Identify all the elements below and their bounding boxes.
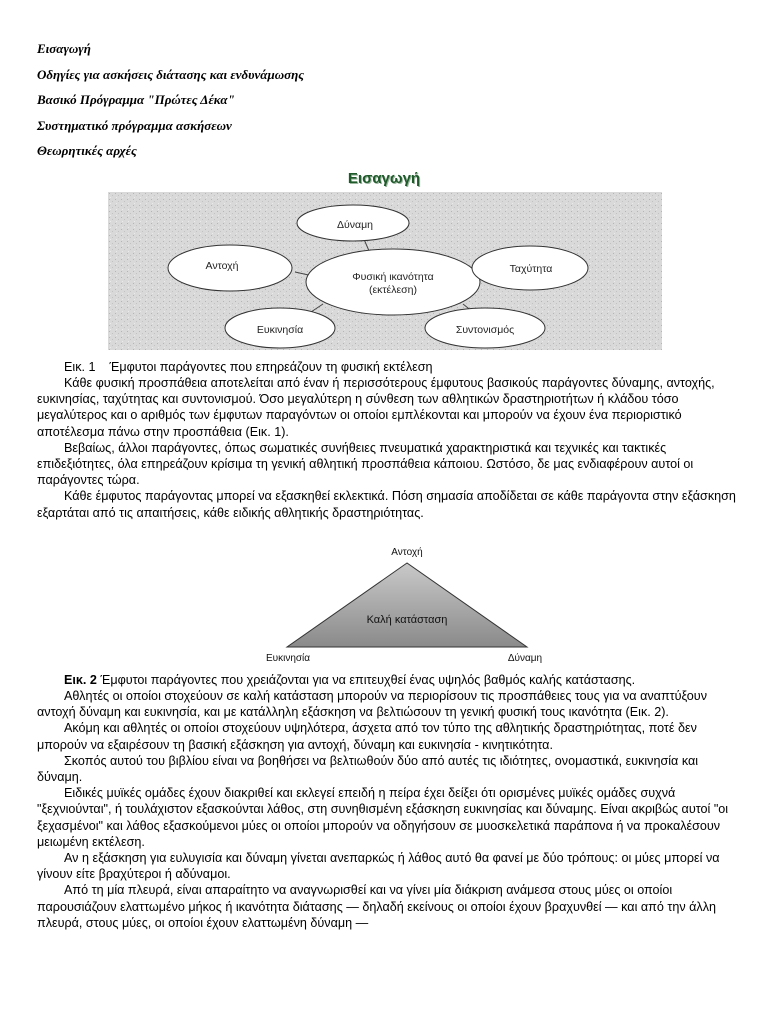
paragraph: Κάθε έμφυτος παράγοντας μπορεί να εξασκηθεί εκλεκτικά. Πόση σημασία αποδίδεται σε κάθε παράγοντα στην εξάσκηση εξαρτάται από τις απαιτήσεις, κάθε ειδικής αθλητικής δραστηριότητας. [37,489,736,520]
triangle-bottom-left-label: Ευκινησία [265,653,311,664]
paragraph: Αθλητές οι οποίοι στοχεύουν σε καλή κατάσταση μπορούν να περιορίσουν τις προσπάθειες τους για να αναπτύξουν αντοχή δύναμη και ευκινησία, και με κατάλληλη εξάσκηση να βελτιώσουν τη γενική φυσική τους ικανότητα (Εικ. 2). [37,689,707,720]
table-of-contents [37,40,304,168]
paragraph: Αν η εξάσκηση για ευλυγισία και δύναμη γίνεται ανεπαρκώς ή λάθος αυτό θα φανεί με δύο τρόπους: οι μύες μπορεί να γίνουν είτε βραχύτεροι ή αδύναμοι. [37,851,720,882]
toc-item-basic-program[interactable]: Βασικό Πρόγραμμα "Πρώτες Δέκα" [37,92,235,108]
paragraph: Βεβαίως, άλλοι παράγοντες, όπως σωματικές συνήθειες πνευματικά χαρακτηριστικά και τεχνικές και τακτικές επιδεξιότητες, όλα επηρεάζουν κρίσιμα τη γενική αθλητική προσπάθεια κάποιου. Ωστόσο, δε μας ενδιαφέρουν αυτοί οι παράγοντες τώρα. [37,440,694,488]
figure-2-diagram [265,545,543,664]
toc-item-introduction[interactable]: Εισαγωγή [37,41,91,56]
center-label-line2: (εκτέλεση) [368,284,418,296]
triangle-top-label: Αντοχή [391,547,423,558]
paragraph: Ειδικές μυϊκές ομάδες έχουν διακριθεί και εκλεγεί επειδή η πείρα έχει δείξει ότι ορισμένες μυϊκές ομάδες συχνά "ξεχνιούνται", ή τουλάχιστον εξασκούνται λάθος, στη συνηθισμένη εξάσκηση ευκινησίας και δύναμης. Είναι ακριβώς αυτοί "οι ξεχασμένοι" και λάθος εξασκούμενοι μύες οι οποίοι μπορούν να οδηγήσουν σε μυοσκελετικά παράπονα ή να προκαλέσουν μειωμένη εκτέλεση. [37,786,729,849]
toc-item-theoretical-principles[interactable]: Θεωρητικές αρχές [37,143,137,159]
figure-1-caption-text: Έμφυτοι παράγοντες που επηρεάζουν τη φυσική εκτέλεση [109,360,433,374]
triangle [287,563,527,647]
body-text-2 [37,688,737,931]
node-bottom-right-label: Συντονισμός [455,324,515,336]
toc-item-instructions[interactable]: Οδηγίες για ασκήσεις διάτασης και ενδυνάμωσης [37,66,305,82]
body-text-1 [37,375,737,521]
paragraph: Ακόμη και αθλητές οι οποίοι στοχεύουν υψηλότερα, άσχετα από τον τύπο της αθλητικής δραστηριότητας, ποτέ δεν μπορούν να εξαιρέσουν τη βασική εξάσκηση για αντοχή, δύναμη και ευκινησία - κινητικότητα. [37,721,697,752]
toc-item-systematic-program[interactable]: Συστηματικό πρόγραμμα ασκήσεων [37,117,232,133]
node-left-label: Αντοχή [205,260,239,272]
paragraph: Κάθε φυσική προσπάθεια αποτελείται από έναν ή περισσότερους έμφυτους βασικούς παράγοντες δύναμης, αντοχής, ευκινησίας, ταχύτητας και συντονισμού. Όσο μεγαλύτερη η σύνθεση των αθλητικών δραστηριοτήτων ή κλάδου τόσο μεγαλύτερος και ο αριθμός των έμφυτων παραγόντων οι οποίοι εμπλέκονται και μπορούν να έχουν ένα περιοριστικό αποτέλεσμα πάνω στην προσπάθεια (Εικ. 1). [37,376,715,439]
node-right-label: Ταχύτητα [509,263,553,275]
figure-2-caption-text: Έμφυτοι παράγοντες που χρειάζονται για να επιτευχθεί ένας υψηλός βαθμός καλής κατάστασης. [100,673,636,687]
paragraph: Από τη μία πλευρά, είναι απαραίτητο να αναγνωρισθεί και να γίνει μία διάκριση ανάμεσα στους μύες οι οποίοι παρουσιάζουν ελαττωμένο μήκος ή ικανότητα διάτασης — δηλαδή εκείνους οι οποίοι έχουν βραχυνθεί — και από την άλλη πλευρά, στους μύες, οι οποίοι έχουν ελαττωμένη δύναμη — [37,883,716,930]
section-title: Εισαγωγή [347,170,421,187]
node-bottom-left-label: Ευκινησία [256,324,304,336]
triangle-center-label: Καλή κατάσταση [366,614,448,626]
node-top-label: Δύναμη [337,219,373,231]
triangle-bottom-right-label: Δύναμη [507,653,543,664]
figure-2-caption-label: Εικ. 2 [64,673,97,687]
figure-1-caption [37,359,737,375]
figure-2-caption [37,672,737,688]
figure-1-caption-label: Εικ. 1 [64,360,96,374]
figure-1-diagram [108,192,662,350]
center-label-line1: Φυσική ικανότητα [352,271,434,283]
paragraph: Σκοπός αυτού του βιβλίου είναι να βοηθήσει να βελτιωθούν δύο από αυτές τις ιδιότητες, ονομαστικά, ευκινησία και δύναμη. [37,753,699,785]
